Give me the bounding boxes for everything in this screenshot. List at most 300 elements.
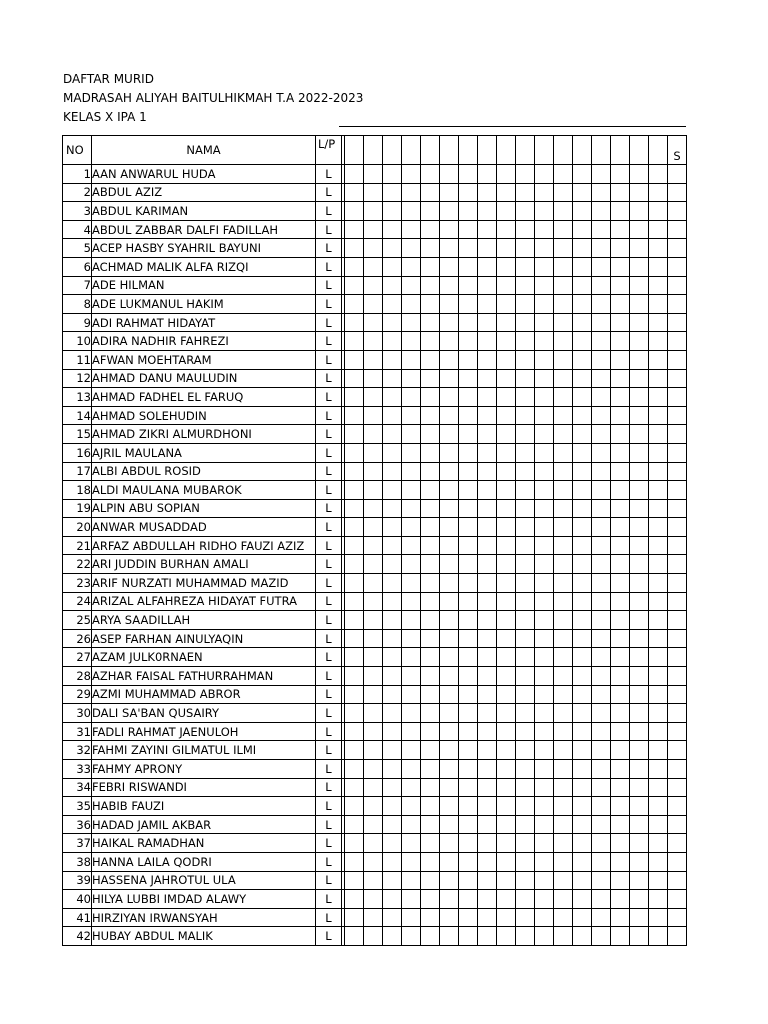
attendance-cell: [668, 220, 687, 239]
attendance-cell: [649, 760, 668, 779]
attendance-cell: [459, 667, 478, 686]
attendance-cell: [383, 722, 402, 741]
attendance-cell: [402, 797, 421, 816]
attendance-cell: [459, 443, 478, 462]
attendance-cell: [364, 890, 383, 909]
attendance-cell: [535, 908, 554, 927]
attendance-cell: [345, 722, 364, 741]
attendance-cell: [345, 202, 364, 221]
attendance-cell: [516, 499, 535, 518]
attendance-cell: [364, 165, 383, 184]
attendance-cell: [497, 741, 516, 760]
attendance-cell: [649, 927, 668, 946]
table-row: [63, 908, 687, 927]
attendance-cell: [649, 611, 668, 630]
attendance-cell: [611, 369, 630, 388]
attendance-cell: [497, 332, 516, 351]
attendance-cell: [421, 815, 440, 834]
attendance-cell: [516, 908, 535, 927]
attendance-cell: [383, 276, 402, 295]
attendance-cell: [478, 313, 497, 332]
row-nama: AAN ANWARUL HUDA: [92, 165, 316, 184]
attendance-cell: [497, 629, 516, 648]
attendance-cell: [630, 592, 649, 611]
header-grid-cell: [459, 136, 478, 165]
attendance-cell: [421, 220, 440, 239]
attendance-cell: [554, 220, 573, 239]
table-row: [63, 852, 687, 871]
attendance-cell: [630, 685, 649, 704]
attendance-cell: [383, 629, 402, 648]
attendance-cell: [516, 443, 535, 462]
header-grid-cell: [345, 136, 364, 165]
attendance-cell: [554, 518, 573, 537]
attendance-cell: [364, 406, 383, 425]
attendance-cell: [497, 722, 516, 741]
attendance-cell: [478, 332, 497, 351]
attendance-cell: [364, 295, 383, 314]
attendance-cell: [421, 908, 440, 927]
attendance-cell: [668, 443, 687, 462]
attendance-cell: [440, 165, 459, 184]
row-lp: L: [316, 871, 342, 890]
attendance-cell: [630, 834, 649, 853]
attendance-cell: [402, 257, 421, 276]
row-no: 37: [63, 834, 92, 853]
attendance-cell: [459, 481, 478, 500]
row-lp: L: [316, 499, 342, 518]
attendance-cell: [535, 499, 554, 518]
attendance-cell: [383, 685, 402, 704]
attendance-cell: [668, 871, 687, 890]
attendance-cell: [535, 183, 554, 202]
attendance-cell: [649, 165, 668, 184]
attendance-cell: [497, 927, 516, 946]
attendance-cell: [516, 518, 535, 537]
attendance-cell: [554, 797, 573, 816]
attendance-cell: [421, 518, 440, 537]
attendance-cell: [630, 313, 649, 332]
table-row: [63, 499, 687, 518]
attendance-cell: [649, 295, 668, 314]
attendance-cell: [440, 257, 459, 276]
attendance-cell: [478, 908, 497, 927]
attendance-cell: [421, 406, 440, 425]
attendance-cell: [459, 276, 478, 295]
attendance-cell: [592, 908, 611, 927]
attendance-cell: [497, 202, 516, 221]
attendance-cell: [516, 481, 535, 500]
attendance-cell: [649, 648, 668, 667]
attendance-cell: [497, 257, 516, 276]
attendance-cell: [478, 257, 497, 276]
attendance-cell: [421, 852, 440, 871]
attendance-cell: [497, 667, 516, 686]
attendance-cell: [402, 481, 421, 500]
attendance-cell: [668, 406, 687, 425]
attendance-cell: [421, 313, 440, 332]
table-row: [63, 313, 687, 332]
attendance-cell: [364, 202, 383, 221]
attendance-cell: [516, 871, 535, 890]
attendance-cell: [611, 406, 630, 425]
attendance-cell: [421, 536, 440, 555]
header-grid-cell: [497, 136, 516, 165]
attendance-cell: [402, 369, 421, 388]
attendance-cell: [573, 722, 592, 741]
row-nama: HABIB FAUZI: [92, 797, 316, 816]
attendance-cell: [649, 332, 668, 351]
attendance-cell: [668, 611, 687, 630]
attendance-cell: [611, 183, 630, 202]
attendance-cell: [421, 257, 440, 276]
attendance-cell: [459, 350, 478, 369]
attendance-cell: [478, 741, 497, 760]
attendance-cell: [649, 202, 668, 221]
attendance-cell: [516, 183, 535, 202]
attendance-cell: [668, 574, 687, 593]
student-roster-table: [62, 135, 687, 946]
attendance-cell: [668, 369, 687, 388]
attendance-cell: [554, 350, 573, 369]
attendance-cell: [630, 815, 649, 834]
attendance-cell: [554, 536, 573, 555]
attendance-cell: [535, 425, 554, 444]
attendance-cell: [383, 481, 402, 500]
attendance-cell: [459, 815, 478, 834]
attendance-cell: [611, 890, 630, 909]
attendance-cell: [440, 722, 459, 741]
attendance-cell: [364, 852, 383, 871]
attendance-cell: [364, 369, 383, 388]
attendance-cell: [402, 890, 421, 909]
attendance-cell: [611, 815, 630, 834]
attendance-cell: [497, 574, 516, 593]
attendance-cell: [649, 518, 668, 537]
row-lp: L: [316, 406, 342, 425]
attendance-cell: [440, 890, 459, 909]
attendance-cell: [383, 499, 402, 518]
attendance-cell: [630, 257, 649, 276]
attendance-cell: [592, 760, 611, 779]
attendance-cell: [592, 332, 611, 351]
attendance-cell: [364, 518, 383, 537]
header-grid-cell: [478, 136, 497, 165]
attendance-cell: [440, 220, 459, 239]
attendance-cell: [478, 852, 497, 871]
attendance-cell: [345, 220, 364, 239]
header-no: NO: [63, 136, 92, 165]
attendance-cell: [535, 202, 554, 221]
attendance-cell: [516, 350, 535, 369]
attendance-cell: [402, 648, 421, 667]
attendance-cell: [383, 313, 402, 332]
attendance-cell: [554, 332, 573, 351]
table-row: [63, 202, 687, 221]
attendance-cell: [630, 760, 649, 779]
attendance-cell: [478, 648, 497, 667]
attendance-cell: [345, 295, 364, 314]
attendance-cell: [421, 202, 440, 221]
attendance-cell: [630, 239, 649, 258]
attendance-cell: [630, 499, 649, 518]
attendance-cell: [573, 165, 592, 184]
attendance-cell: [535, 220, 554, 239]
attendance-cell: [364, 332, 383, 351]
attendance-cell: [611, 518, 630, 537]
attendance-cell: [668, 760, 687, 779]
attendance-cell: [649, 741, 668, 760]
attendance-cell: [573, 871, 592, 890]
row-no: 14: [63, 406, 92, 425]
attendance-cell: [345, 350, 364, 369]
attendance-cell: [383, 406, 402, 425]
attendance-cell: [345, 815, 364, 834]
row-lp: L: [316, 592, 342, 611]
attendance-cell: [611, 908, 630, 927]
row-nama: ADE HILMAN: [92, 276, 316, 295]
attendance-cell: [421, 499, 440, 518]
attendance-cell: [364, 388, 383, 407]
row-nama: ANWAR MUSADDAD: [92, 518, 316, 537]
attendance-cell: [573, 890, 592, 909]
attendance-cell: [516, 778, 535, 797]
table-row: [63, 276, 687, 295]
row-no: 10: [63, 332, 92, 351]
attendance-cell: [459, 239, 478, 258]
attendance-cell: [649, 350, 668, 369]
attendance-cell: [497, 425, 516, 444]
attendance-cell: [573, 797, 592, 816]
attendance-cell: [440, 425, 459, 444]
attendance-cell: [364, 536, 383, 555]
row-nama: AHMAD ZIKRI ALMURDHONI: [92, 425, 316, 444]
attendance-cell: [516, 332, 535, 351]
attendance-cell: [345, 741, 364, 760]
attendance-cell: [440, 704, 459, 723]
attendance-cell: [364, 778, 383, 797]
row-no: 38: [63, 852, 92, 871]
table-row: [63, 629, 687, 648]
attendance-cell: [535, 778, 554, 797]
attendance-cell: [611, 332, 630, 351]
attendance-cell: [478, 760, 497, 779]
attendance-cell: [497, 443, 516, 462]
attendance-cell: [535, 555, 554, 574]
attendance-cell: [478, 629, 497, 648]
attendance-cell: [478, 555, 497, 574]
attendance-cell: [497, 183, 516, 202]
attendance-cell: [345, 276, 364, 295]
attendance-cell: [383, 239, 402, 258]
attendance-cell: [402, 592, 421, 611]
attendance-cell: [630, 388, 649, 407]
attendance-cell: [573, 778, 592, 797]
attendance-cell: [364, 183, 383, 202]
attendance-cell: [573, 704, 592, 723]
row-lp: L: [316, 815, 342, 834]
attendance-cell: [573, 239, 592, 258]
attendance-cell: [516, 536, 535, 555]
attendance-cell: [535, 741, 554, 760]
attendance-cell: [573, 629, 592, 648]
row-nama: AJRIL MAULANA: [92, 443, 316, 462]
attendance-cell: [478, 239, 497, 258]
attendance-cell: [383, 852, 402, 871]
table-row: [63, 797, 687, 816]
table-row: [63, 704, 687, 723]
table-row: [63, 388, 687, 407]
attendance-cell: [535, 574, 554, 593]
row-nama: DALI SA'BAN QUSAIRY: [92, 704, 316, 723]
row-nama: HILYA LUBBI IMDAD ALAWY: [92, 890, 316, 909]
attendance-cell: [668, 852, 687, 871]
attendance-cell: [497, 462, 516, 481]
row-lp: L: [316, 778, 342, 797]
attendance-cell: [497, 815, 516, 834]
attendance-cell: [421, 574, 440, 593]
attendance-cell: [573, 908, 592, 927]
attendance-cell: [592, 425, 611, 444]
attendance-cell: [364, 797, 383, 816]
attendance-cell: [573, 555, 592, 574]
attendance-cell: [497, 220, 516, 239]
attendance-cell: [440, 406, 459, 425]
row-no: 28: [63, 667, 92, 686]
attendance-cell: [383, 611, 402, 630]
attendance-cell: [516, 239, 535, 258]
attendance-cell: [535, 648, 554, 667]
attendance-cell: [649, 815, 668, 834]
attendance-cell: [573, 443, 592, 462]
attendance-cell: [421, 295, 440, 314]
attendance-cell: [345, 927, 364, 946]
attendance-cell: [421, 276, 440, 295]
attendance-cell: [649, 667, 668, 686]
row-nama: ARI JUDDIN BURHAN AMALI: [92, 555, 316, 574]
attendance-cell: [630, 778, 649, 797]
attendance-cell: [459, 555, 478, 574]
attendance-cell: [421, 648, 440, 667]
attendance-cell: [345, 555, 364, 574]
attendance-cell: [459, 685, 478, 704]
attendance-cell: [611, 685, 630, 704]
attendance-cell: [611, 276, 630, 295]
attendance-cell: [535, 927, 554, 946]
attendance-cell: [668, 778, 687, 797]
attendance-cell: [649, 313, 668, 332]
attendance-cell: [345, 183, 364, 202]
row-lp: L: [316, 574, 342, 593]
attendance-cell: [611, 667, 630, 686]
table-row: [63, 741, 687, 760]
attendance-cell: [649, 778, 668, 797]
attendance-cell: [345, 536, 364, 555]
attendance-cell: [459, 852, 478, 871]
header-grid-cell: [402, 136, 421, 165]
attendance-cell: [478, 165, 497, 184]
row-no: 6: [63, 257, 92, 276]
attendance-cell: [649, 276, 668, 295]
attendance-cell: [535, 518, 554, 537]
attendance-cell: [459, 369, 478, 388]
attendance-cell: [668, 425, 687, 444]
attendance-cell: [345, 443, 364, 462]
attendance-cell: [459, 704, 478, 723]
attendance-cell: [630, 481, 649, 500]
attendance-cell: [535, 481, 554, 500]
table-row: [63, 871, 687, 890]
attendance-cell: [478, 462, 497, 481]
attendance-cell: [421, 722, 440, 741]
attendance-cell: [630, 295, 649, 314]
attendance-cell: [668, 499, 687, 518]
attendance-cell: [497, 536, 516, 555]
attendance-cell: [345, 852, 364, 871]
attendance-cell: [345, 462, 364, 481]
row-nama: ALBI ABDUL ROSID: [92, 462, 316, 481]
attendance-cell: [554, 462, 573, 481]
attendance-cell: [630, 443, 649, 462]
attendance-cell: [516, 388, 535, 407]
attendance-cell: [573, 406, 592, 425]
attendance-cell: [459, 202, 478, 221]
attendance-cell: [630, 890, 649, 909]
header-grid-cell: [535, 136, 554, 165]
attendance-cell: [402, 908, 421, 927]
attendance-cell: [497, 852, 516, 871]
header-grid-cell: [516, 136, 535, 165]
attendance-cell: [668, 685, 687, 704]
attendance-cell: [554, 481, 573, 500]
attendance-cell: [592, 536, 611, 555]
attendance-cell: [440, 462, 459, 481]
attendance-cell: [592, 518, 611, 537]
row-lp: L: [316, 257, 342, 276]
header-grid-cell: [364, 136, 383, 165]
attendance-cell: [383, 871, 402, 890]
attendance-cell: [535, 871, 554, 890]
attendance-cell: [402, 760, 421, 779]
attendance-cell: [478, 592, 497, 611]
attendance-cell: [592, 611, 611, 630]
attendance-cell: [345, 890, 364, 909]
attendance-cell: [554, 369, 573, 388]
attendance-cell: [668, 555, 687, 574]
attendance-cell: [440, 536, 459, 555]
attendance-cell: [649, 481, 668, 500]
attendance-cell: [592, 555, 611, 574]
attendance-cell: [478, 611, 497, 630]
row-lp: L: [316, 332, 342, 351]
attendance-cell: [668, 202, 687, 221]
attendance-cell: [516, 834, 535, 853]
attendance-cell: [649, 704, 668, 723]
attendance-cell: [649, 388, 668, 407]
attendance-cell: [364, 815, 383, 834]
attendance-cell: [516, 890, 535, 909]
attendance-cell: [440, 834, 459, 853]
attendance-cell: [535, 611, 554, 630]
row-no: 16: [63, 443, 92, 462]
table-row: [63, 648, 687, 667]
attendance-cell: [649, 536, 668, 555]
attendance-cell: [440, 183, 459, 202]
attendance-cell: [497, 908, 516, 927]
attendance-cell: [592, 704, 611, 723]
attendance-cell: [383, 165, 402, 184]
attendance-cell: [459, 722, 478, 741]
